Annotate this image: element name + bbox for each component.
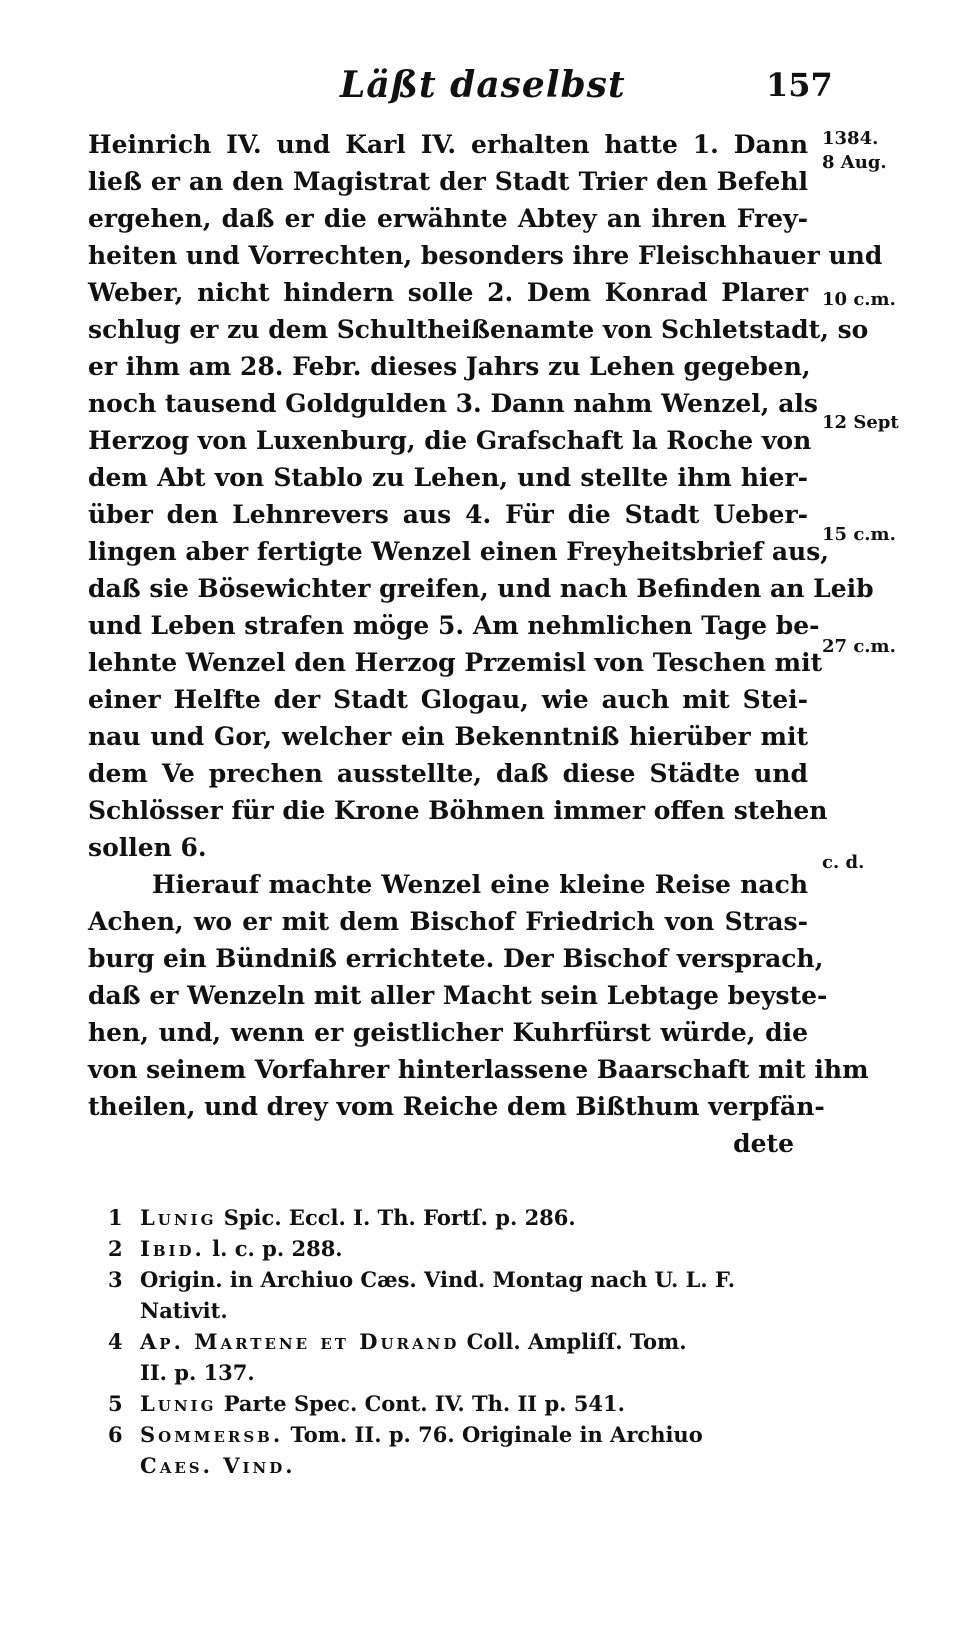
footnote (108, 1326, 828, 1388)
body-line: lingen aber fertigte Wenzel einen Freyheitsbrief aus, (88, 537, 829, 566)
footnote-number: 5 (108, 1391, 123, 1416)
footnote-text: Tom. II. p. 76. Originale in Archiuo (283, 1422, 703, 1447)
body-line: Heinrich IV. und Karl IV. erhalten hatte 1. Dann (88, 130, 808, 159)
body-line: einer Helfte der Stadt Glogau, wie auch mit Stei- (88, 685, 808, 714)
body-line: daß sie Bösewichter greifen, und nach Befinden an Leib (88, 574, 874, 603)
footnotes (108, 1202, 828, 1481)
body-line: und Leben strafen möge 5. Am nehmlichen Tage be- (88, 611, 820, 640)
footnote-number: 4 (108, 1329, 123, 1354)
margin-note-date: 12 Sept (822, 412, 899, 433)
body-line: hen, und, wenn er geistlicher Kuhrfürst würde, die (88, 1018, 808, 1047)
footnote-author: Lunig (140, 1391, 217, 1416)
footnote-text: l. c. p. 288. (204, 1236, 343, 1261)
body-line: heiten und Vorrechten, besonders ihre Fleischhauer und (88, 241, 883, 270)
margin-note-date: 8 Aug. (822, 152, 887, 173)
body-line: lehnte Wenzel den Herzog Przemisl von Teschen mit (88, 648, 823, 677)
body-line: über den Lehnrevers aus 4. Für die Stadt Ueber- (88, 500, 808, 529)
body-line: dem Abt von Stablo zu Lehen, und stellte ihm hier- (88, 463, 808, 492)
body-line: noch tausend Goldgulden 3. Dann nahm Wenzel, als (88, 389, 818, 418)
body-line: ergehen, daß er die erwähnte Abtey an ihren Frey- (88, 204, 808, 233)
body-line: ließ er an den Magistrat der Stadt Trier den Befehl (88, 167, 808, 196)
margin-note-date: 27 c.m. (822, 636, 896, 657)
footnote-text: Coll. Ampliſſ. Tom. (459, 1329, 687, 1354)
footnote-text: Parte Spec. Cont. IV. Th. II p. 541. (216, 1391, 625, 1416)
footnote (108, 1202, 828, 1233)
body-line: Schlösser für die Krone Böhmen immer offen stehen (88, 796, 828, 825)
body-line: Weber, nicht hindern solle 2. Dem Konrad Plarer (88, 278, 808, 307)
page-number: 157 (766, 66, 833, 104)
footnote-number: 2 (108, 1236, 123, 1261)
page-header (0, 60, 960, 108)
body-line: Herzog von Luxenburg, die Grafschaft la Roche von (88, 426, 812, 455)
footnote-author: Ibid. (140, 1236, 205, 1261)
body-line: sollen 6. (88, 833, 207, 862)
body-line: von seinem Vorfahrer hinterlassene Baarschaft mit ihm (88, 1055, 869, 1084)
margin-note-year: 1384. (822, 128, 879, 149)
footnote (108, 1419, 828, 1481)
footnote-number: 6 (108, 1422, 123, 1447)
footnote-text: Origin. in Archiuo Cæs. Vind. Montag nach U. L. F. (140, 1267, 736, 1292)
body-line: theilen, und drey vom Reiche dem Bißthum verpfän- (88, 1092, 825, 1121)
footnote-author: Lunig (140, 1205, 217, 1230)
catchword: dete (733, 1129, 794, 1158)
footnote-number: 3 (108, 1267, 123, 1292)
footnote-author: Sommersb. (140, 1422, 284, 1447)
body-line: nau und Gor, welcher ein Bekenntniß hierüber mit (88, 722, 808, 751)
body-line: daß er Wenzeln mit aller Macht sein Lebtage beyste- (88, 981, 828, 1010)
body-line: schlug er zu dem Schultheißenamte von Schletstadt, so (88, 315, 869, 344)
footnote (108, 1388, 828, 1419)
body-line: burg ein Bündniß errichtete. Der Bischof versprach, (88, 944, 824, 973)
footnote-continuation: Caes. Vind. (140, 1453, 296, 1478)
footnote-text: Spic. Eccl. I. Th. Fortſ. p. 286. (216, 1205, 576, 1230)
footnote-continuation: II. p. 137. (140, 1360, 255, 1385)
body-line: er ihm am 28. Febr. dieses Jahrs zu Lehen gegeben, (88, 352, 811, 381)
footnote-number: 1 (108, 1205, 123, 1230)
margin-note-date: 15 c.m. (822, 524, 896, 545)
margin-note-date: 10 c.m. (822, 289, 896, 310)
footnote (108, 1233, 828, 1264)
margin-note-date: c. d. (822, 852, 865, 873)
footnote-continuation: Nativit. (140, 1298, 228, 1323)
body-line: Hierauf machte Wenzel eine kleine Reise nach (152, 870, 808, 899)
body-line: Achen, wo er mit dem Bischof Friedrich von Stras- (88, 907, 808, 936)
body-line: dem Ve prechen ausstellte, daß diese Städte und (88, 759, 808, 788)
footnote (108, 1264, 828, 1326)
running-title: Läßt daselbst (340, 64, 626, 106)
footnote-author: Ap. Martene et Durand (140, 1329, 460, 1354)
